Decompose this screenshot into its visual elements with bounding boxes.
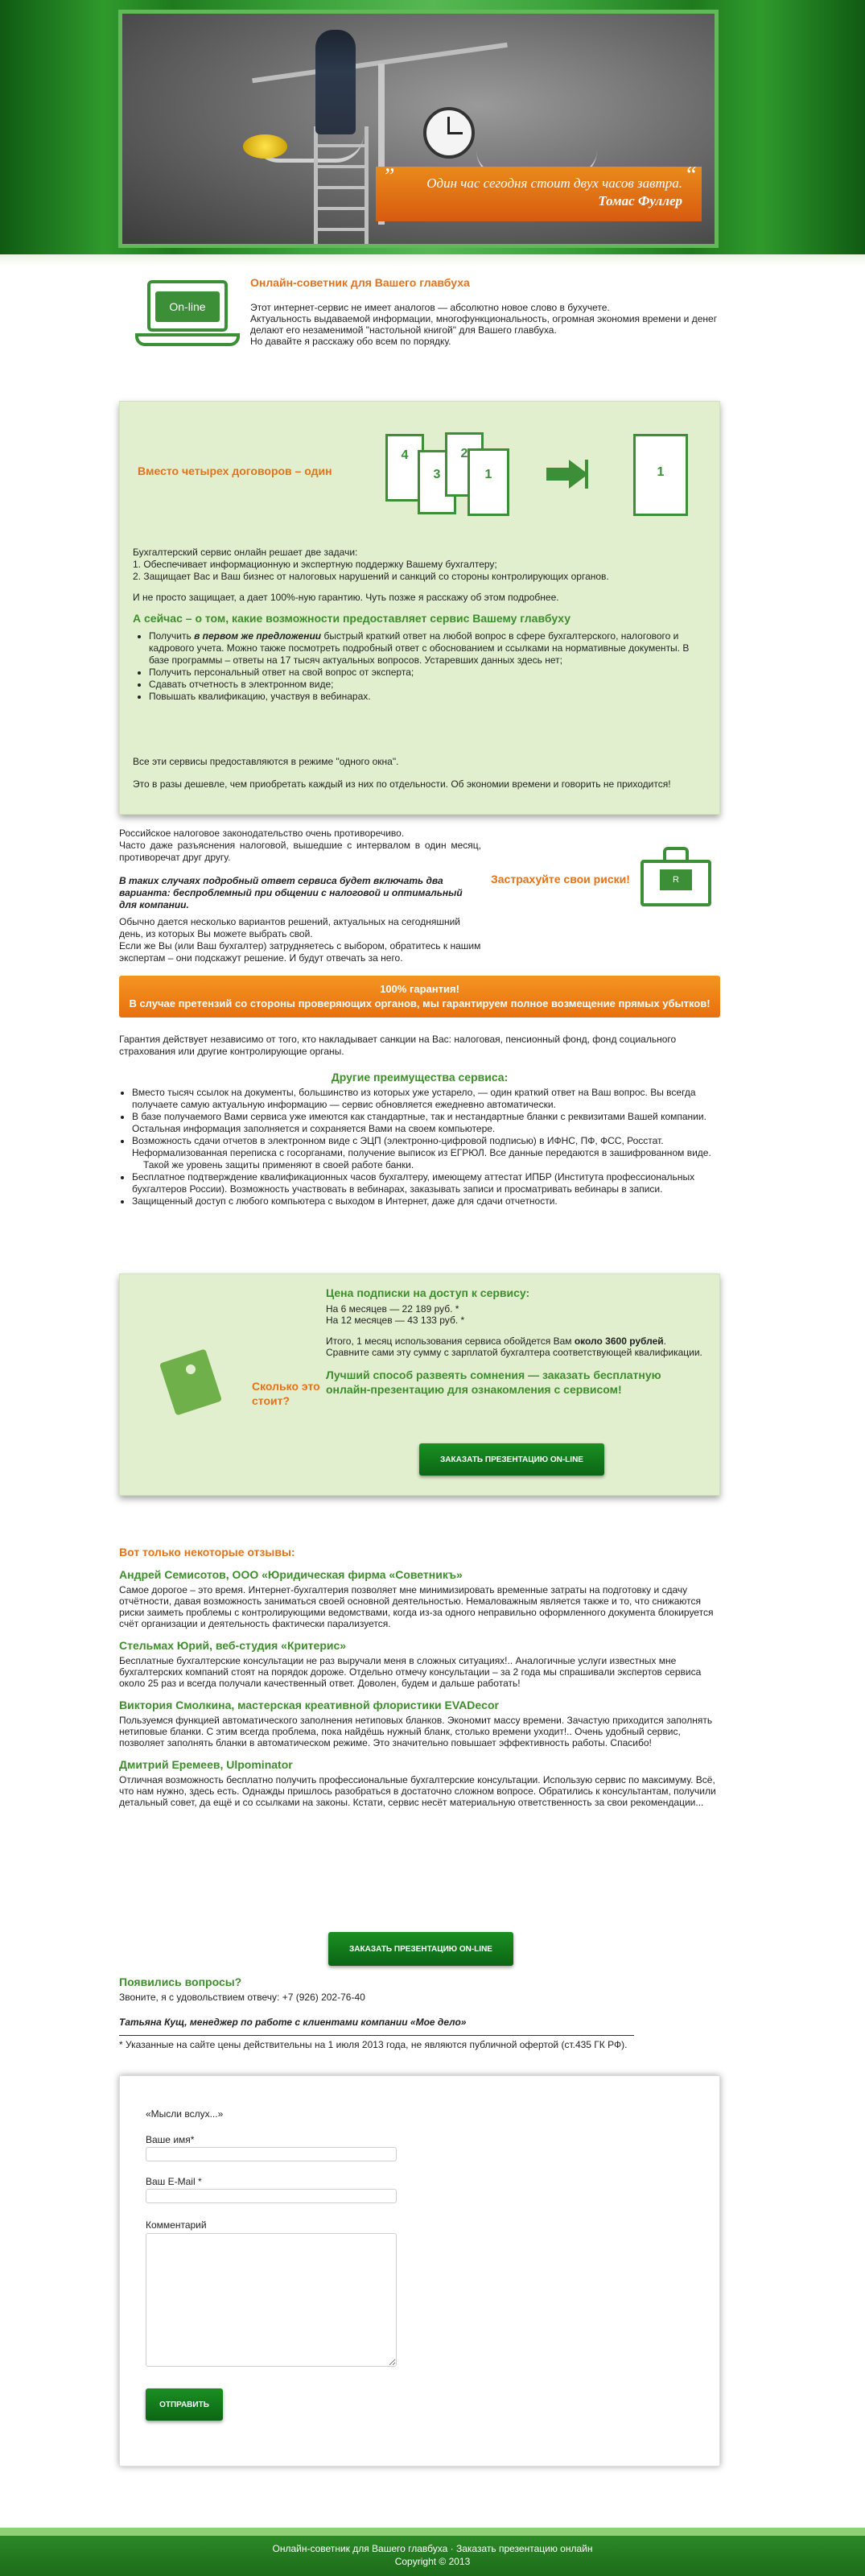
quote-text: Один час сегодня стоит двух часов завтра. bbox=[426, 175, 682, 191]
document-icon: 2 bbox=[445, 432, 484, 497]
name-label: Ваше имя* bbox=[146, 2134, 195, 2145]
close-quote-mark: “ bbox=[684, 163, 697, 188]
questions-heading: Появились вопросы? bbox=[119, 1975, 242, 1988]
briefcase-icon bbox=[641, 845, 711, 910]
ladder-illustration bbox=[314, 126, 369, 248]
footer-link-presentation[interactable]: Заказать презентацию онлайн bbox=[456, 2543, 593, 2554]
cost-question: Сколько это стоит? bbox=[252, 1380, 320, 1407]
hero-quote bbox=[376, 163, 702, 221]
price-6-months: На 6 месяцев — 22 189 руб. * bbox=[326, 1303, 459, 1315]
manager-signature: Татьяна Кущ, менеджер по работе с клиентами компании «Мое дело» bbox=[119, 2017, 467, 2028]
list-item: • Возможность сдачи отчетов в электронном виде с ЭЦП (электронно-цифровой подписью) в ИФНС, ПФ, ФСС, Росстат. Неформализованная переписка с госорганами, получение выписок из ЕГРЮЛ. Все данные передаются в зашифрованном виде. Такой же уровень защиты применяют в своей работе банки. bbox=[132, 1135, 720, 1171]
intro-title: Онлайн-советник для Вашего главбуха bbox=[250, 276, 470, 289]
list-item: • Получить в первом же предложении быстрый краткий ответ на любой вопрос в сфере бухгалтерского, налогового и кадрового учета. Можно также посмотреть подробный ответ с обоснованием и ссылками на нормативные документы. В базе программы – ответы на 17 тысяч актуальных вопросов. Устаревших данных здесь нет; bbox=[149, 630, 704, 667]
document-icon: 3 bbox=[418, 450, 456, 514]
experts-text: Если же Вы (или Ваш бухгалтер) затрудняетесь с выбором, обратитесь к нашим экспертам – они подскажут решение. И будут отвечать за него. bbox=[119, 940, 481, 964]
guarantee-scope: Гарантия действует независимо от того, кто накладывает санкции на Вас: налоговая, пенсионный фонд, фонд социального страхования или другие контролирующие органы. bbox=[119, 1034, 677, 1057]
review-text: Отличная возможность бесплатно получить профессиональные бухгалтерские консультации. Использую сервис по максимуму. Всё, что нам нужно, здесь есть. Однажды пришлось разобраться в достаточно сложном вопросе. Обратились к консультантам, получили детальный совет, да ещё и со ссылками на законы. Кстати, сервис несёт материальную ответственность за свои рекомендации... bbox=[119, 1774, 716, 1808]
quote-author: Томас Фуллер bbox=[598, 193, 682, 208]
review-item bbox=[119, 1568, 720, 1629]
comment-textarea[interactable] bbox=[146, 2233, 397, 2367]
list-item: • Бесплатное подтверждение квалификационных часов бухгалтеру, имеющему аттестат ИПБР (Института профессиональных бухгалтеров России). Возможность участвовать в вебинарах, заказывать записи и просматривать вебинары в записи. bbox=[132, 1171, 720, 1195]
list-item: • Сдавать отчетность в электронном виде; bbox=[149, 679, 704, 691]
list-item: • Вместо тысяч ссылок на документы, большинство из которых уже устарело, — один краткий ответ на Ваш вопрос. Вы всегда получаете самую актуальную информацию — сервис обновляется ежедневно автоматически. bbox=[132, 1087, 720, 1111]
reviewer-name: Андрей Семисотов, ООО «Юридическая фирма «Советникъ» bbox=[119, 1568, 463, 1581]
email-input[interactable] bbox=[146, 2189, 397, 2203]
price-12-months: На 12 месяцев — 43 133 руб. * bbox=[326, 1315, 465, 1326]
arrow-right-icon bbox=[546, 460, 588, 489]
pricing-content bbox=[326, 1287, 704, 1397]
document-icon: 1 bbox=[468, 448, 509, 516]
one-window-text: Все эти сервисы предоставляются в режиме "одного окна". bbox=[133, 756, 399, 767]
price-disclaimer: * Указанные на сайте цены действительны на 1 июля 2013 года, не являются публичной офертой (ст.435 ГК РФ). bbox=[119, 2039, 628, 2050]
price-tag-icon bbox=[160, 1348, 224, 1411]
list-item: • Повышать квалификацию, участвуя в вебинарах. bbox=[149, 691, 704, 703]
contracts-heading: Вместо четырех договоров – один bbox=[138, 464, 332, 477]
form-intro: «Мысли вслух...» bbox=[146, 2108, 224, 2120]
advantages-heading: Другие преимущества сервиса: bbox=[331, 1071, 509, 1084]
review-item bbox=[119, 1699, 720, 1748]
laptop-icon bbox=[135, 280, 240, 353]
email-label: Ваш E-Mail * bbox=[146, 2176, 202, 2187]
intro-text: Этот интернет-сервис не имеет аналогов — абсолютно новое слово в бухучете. Актуальность выдаваемой информации, многофункциональность, огромная экономия времени и денег делают его незаменимой "настольной книгой" для Вашего главбуха. Но давайте я расскажу обо всем по порядку. bbox=[250, 302, 718, 347]
footer-stripe bbox=[0, 2528, 865, 2536]
features-panel bbox=[119, 401, 720, 815]
guarantee-title: 100% гарантия! bbox=[380, 983, 459, 995]
monthly-cost-text: Итого, 1 месяц использования сервиса обойдется Вам около 3600 рублей. Сравните сами эту сумму с зарплатой бухгалтера соответствующей квалификации. bbox=[326, 1335, 702, 1358]
feedback-form bbox=[119, 2075, 720, 2467]
guarantee-text: В случае претензий со стороны проверяющих органов, мы гарантируем полное возмещение прямых убытков! bbox=[129, 997, 711, 1009]
footer-link-advisor[interactable]: Онлайн-советник для Вашего главбуха bbox=[272, 2543, 448, 2554]
list-item: • Защищенный доступ с любого компьютера с выходом в Интернет, даже для сдачи отчетности. bbox=[132, 1195, 720, 1208]
review-text: Самое дорогое – это время. Интернет-бухгалтерия позволяет мне минимизировать временные затраты на подготовку и сдачу отчётности, давая возможность заниматься своей основной деятельностью. Немаловажным является также и то, что снижаются риски заиметь проблемы с контролирующими ведомствами, когда из-за одного неправильно оформленного документа блокируется счёт организации и деятельность фактически парализуется. bbox=[119, 1584, 714, 1629]
law-text: Часто даже разъяснения налоговой, вышедшие с интервалом в один месяц, противоречат друг другу. bbox=[119, 840, 481, 863]
review-text: Пользуемся функцией автоматического заполнения нетиповых бланков. Экономит массу времени. Зачастую приходится заполнять нетиповые бланки. С этим всегда проблема, пока найдёшь нужный бланк, столько времени уходит!.. Очень удобный сервис, позволяет заполнять бланки в автоматическом режиме. Это значительно повышает эффективность работы. Спасибо! bbox=[119, 1715, 713, 1748]
capabilities-list bbox=[133, 630, 704, 703]
advantages-section bbox=[119, 1034, 720, 1208]
coins-icon bbox=[243, 134, 287, 159]
presentation-cta-text: Лучший способ развеять сомнения — заказать бесплатную онлайн-презентацию для ознакомления с сервисом! bbox=[326, 1368, 661, 1396]
cheaper-text: Это в разы дешевле, чем приобретать каждый из них по отдельности. Об экономии времени и говорить не приходится! bbox=[133, 778, 671, 790]
tasks-text: Бухгалтерский сервис онлайн решает две задачи: 1. Обеспечивает информационную и экспертную поддержку Вашему бухгалтеру; 2. Защищает Вас и Ваш бизнес от налоговых нарушений и санкций со стороны контролирующих органов. bbox=[133, 547, 609, 582]
insure-risks-heading: Застрахуйте свои риски! bbox=[491, 873, 630, 886]
phone-line: Звоните, я с удовольствием отвечу: +7 (926) 202-76-40 bbox=[119, 1992, 365, 2003]
options-text: Обычно дается несколько вариантов решений, актуальных на сегодняшний день, из которых Вы можете выбрать свой. bbox=[119, 916, 460, 939]
clock-icon bbox=[423, 107, 475, 159]
reviews-heading: Вот только некоторые отзывы: bbox=[119, 1546, 295, 1558]
document-icon: 4 bbox=[385, 434, 424, 502]
single-document-icon: 1 bbox=[633, 434, 688, 516]
open-quote-mark: ” bbox=[382, 164, 395, 189]
submit-button[interactable]: ОТПРАВИТЬ bbox=[146, 2388, 223, 2421]
comment-label: Комментарий bbox=[146, 2219, 207, 2231]
two-options-text: В таких случаях подробный ответ сервиса будет включать два варианта: беспроблемный при общении с налоговой и оптимальный для компании. bbox=[119, 875, 463, 910]
order-presentation-button-2[interactable]: ЗАКАЗАТЬ ПРЕЗЕНТАЦИЮ ON-LINE bbox=[328, 1932, 513, 1966]
intro-section bbox=[135, 276, 731, 365]
capabilities-heading: А сейчас – о том, какие возможности предоставляет сервис Вашему главбуху bbox=[133, 612, 571, 625]
name-input[interactable] bbox=[146, 2147, 397, 2161]
advantages-list bbox=[119, 1087, 720, 1208]
order-presentation-button[interactable]: ЗАКАЗАТЬ ПРЕЗЕНТАЦИЮ ON-LINE bbox=[419, 1443, 604, 1476]
hero-banner bbox=[118, 10, 719, 248]
footer-separator: · bbox=[450, 2543, 454, 2554]
law-text: Российское налоговое законодательство очень противоречиво. bbox=[119, 828, 405, 839]
pricing-panel bbox=[119, 1274, 720, 1496]
list-item: • В базе получаемого Вами сервиса уже имеются как стандартные, так и нестандартные бланки с реквизитами Вашей компании. Остальная информация заполняется и сохраняется Вами на своем компьютере. bbox=[132, 1111, 720, 1135]
reviews-section bbox=[119, 1546, 720, 1808]
guarantee-note: И не просто защищает, а дает 100%-ную гарантию. Чуть позже я расскажу об этом подробнее. bbox=[133, 592, 559, 603]
review-item bbox=[119, 1639, 720, 1689]
contact-section bbox=[119, 1975, 720, 2051]
price-heading: Цена подписки на доступ к сервису: bbox=[326, 1286, 530, 1299]
divider bbox=[119, 2035, 634, 2036]
guarantee-banner bbox=[119, 976, 720, 1018]
list-item: • Получить персональный ответ на свой вопрос от эксперта; bbox=[149, 667, 704, 679]
risks-section bbox=[119, 828, 720, 964]
review-text: Бесплатные бухгалтерские консультации не раз выручали меня в сложных ситуациях!.. Аналогичные услуги известных мне бухгалтерских компаний стоят на порядок дороже. Отдельно отмечу консультации – за 2 года мы спрашивали экспертов сервиса около 25 раз и всегда получали качественный ответ. Доволен, будем и дальше работать! bbox=[119, 1655, 702, 1689]
briefcase-label: R bbox=[660, 869, 692, 890]
copyright: Copyright © 2013 bbox=[394, 2556, 471, 2567]
reviewer-name: Стельмах Юрий, веб-студия «Критерис» bbox=[119, 1639, 347, 1652]
reviewer-name: Дмитрий Еремеев, Ulpominator bbox=[119, 1758, 293, 1771]
businessman-illustration bbox=[315, 30, 356, 134]
reviewer-name: Виктория Смолкина, мастерская креативной флористики EVADecor bbox=[119, 1699, 499, 1711]
review-item bbox=[119, 1758, 720, 1808]
laptop-online-label: On-line bbox=[155, 291, 220, 322]
footer bbox=[0, 2528, 865, 2576]
